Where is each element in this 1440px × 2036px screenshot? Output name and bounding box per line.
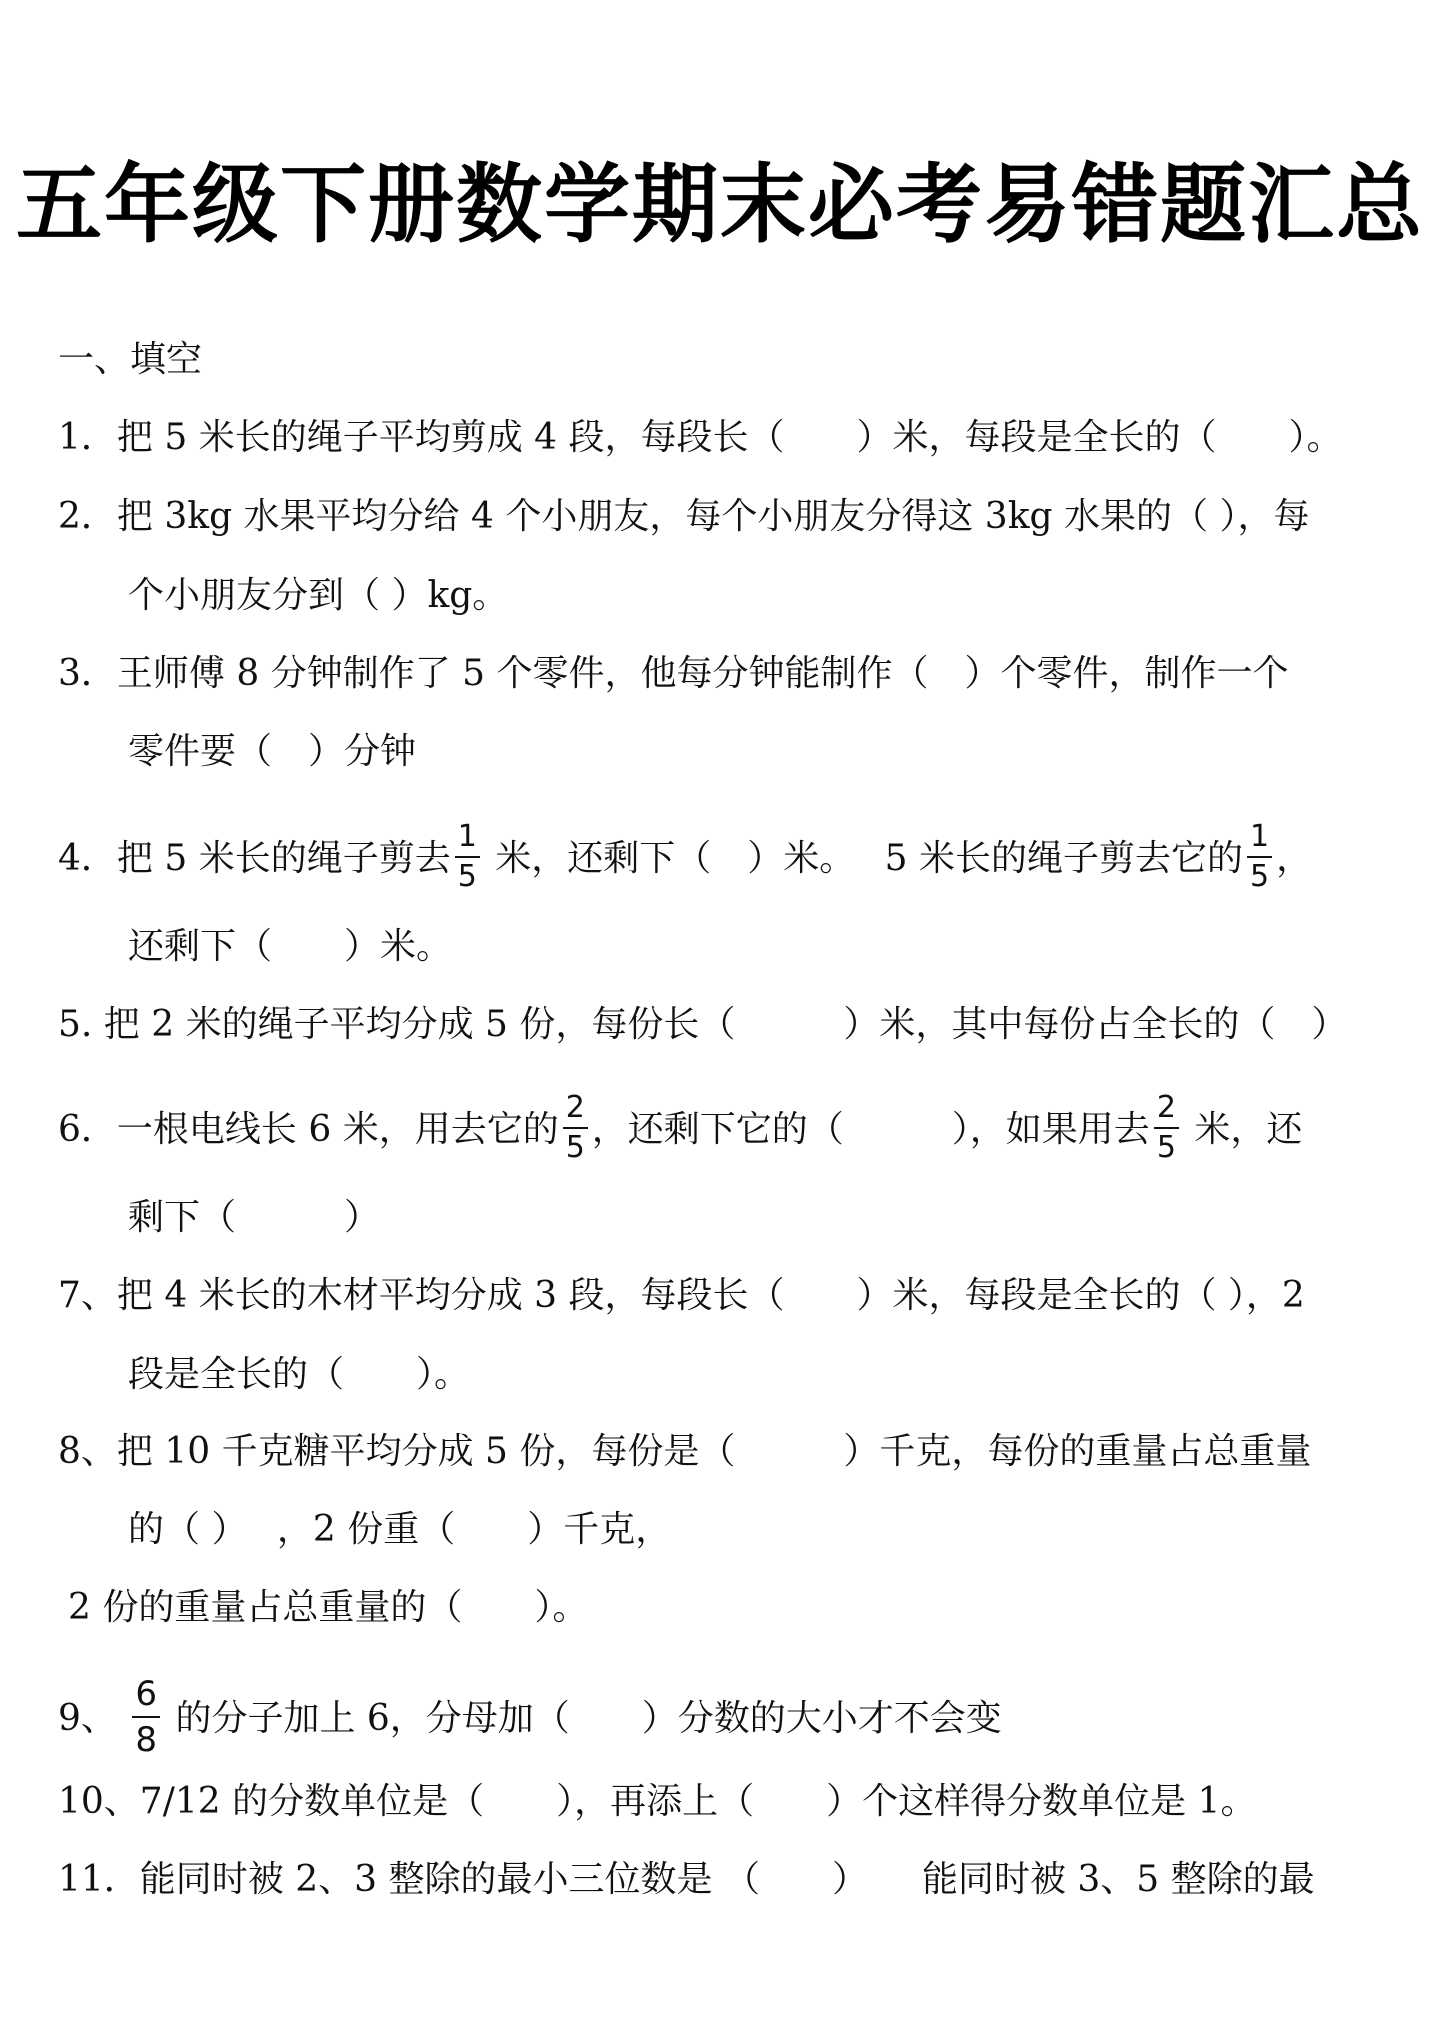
fraction-2-5 — [563, 1091, 588, 1165]
fraction-numerator: 1 — [1247, 820, 1272, 858]
fraction-6-8 — [132, 1674, 160, 1760]
question-2-line-2: 个小朋友分到（ ）kg。 — [128, 575, 509, 616]
question-8-line-1: 8、把 10 千克糖平均分成 5 份，每份是（ ）千克，每份的重量占总重量 — [58, 1431, 1312, 1472]
question-5: 5. 把 2 米的绳子平均分成 5 份，每份长（ ）米，其中每份占全长的（ ） — [58, 1004, 1348, 1045]
question-6-line-2: 剩下（ ） — [128, 1197, 381, 1238]
document-title: 五年级下册数学期末必考易错题汇总 — [16, 155, 1424, 255]
fraction-1-5 — [455, 820, 480, 894]
fraction-numerator: 2 — [563, 1091, 588, 1129]
question-8-line-3: 2 份的重量占总重量的（ ）。 — [68, 1587, 589, 1628]
question-3-line-1: 3．王师傅 8 分钟制作了 5 个零件，他每分钟能制作（ ）个零件，制作一个 — [58, 653, 1289, 694]
question-6-text-a: 6．一根电线长 6 米，用去它的 — [58, 1109, 559, 1150]
fraction-denominator: 8 — [135, 1720, 157, 1760]
question-4-text-a: 4．把 5 米长的绳子剪去 — [58, 838, 451, 879]
question-9-text-b: 的分子加上 6，分母加（ ）分数的大小才不会变 — [164, 1698, 1002, 1739]
fraction-numerator: 1 — [455, 820, 480, 858]
fraction-2-5-second — [1154, 1091, 1179, 1165]
question-8-line-2: 的（ ） ，2 份重（ ）千克， — [128, 1509, 672, 1550]
question-9 — [58, 1674, 1002, 1764]
fraction-numerator: 2 — [1154, 1091, 1179, 1129]
question-6-text-b: ，还剩下它的（ ），如果用去 — [591, 1109, 1150, 1150]
question-1: 1．把 5 米长的绳子平均剪成 4 段，每段长（ ）米，每段是全长的（ ）。 — [58, 417, 1343, 458]
question-7-line-1: 7、把 4 米长的木材平均分成 3 段，每段长（ ）米，每段是全长的（ ），2 — [58, 1275, 1305, 1316]
question-4-text-b: 米，还剩下（ ）米。 5 米长的绳子剪去它的 — [483, 838, 1244, 879]
section-heading: 一、填空 — [58, 339, 203, 380]
question-11: 11．能同时被 2、3 整除的最小三位数是 （ ） 能同时被 3、5 整除的最 — [58, 1859, 1315, 1900]
question-9-text-a: 9、 — [58, 1698, 129, 1739]
question-6-text-c: 米，还 — [1182, 1109, 1303, 1150]
question-6-line-1 — [58, 1090, 1303, 1169]
question-4-line-1 — [58, 819, 1313, 898]
question-2-line-1: 2．把 3kg 水果平均分给 4 个小朋友，每个小朋友分得这 3kg 水果的（ ），每 — [58, 496, 1310, 537]
question-10: 10、7/12 的分数单位是（ ），再添上（ ）个这样得分数单位是 1。 — [58, 1781, 1257, 1822]
question-4-text-c: ， — [1276, 838, 1313, 879]
fraction-1-5-second — [1247, 820, 1272, 894]
fraction-denominator: 5 — [457, 859, 477, 894]
question-4-line-2: 还剩下（ ）米。 — [128, 926, 453, 967]
question-3-line-2: 零件要（ ）分钟 — [128, 731, 417, 772]
fraction-denominator: 5 — [1250, 859, 1270, 894]
fraction-denominator: 5 — [1156, 1130, 1176, 1165]
question-7-line-2: 段是全长的（ ）。 — [128, 1354, 471, 1395]
fraction-denominator: 5 — [565, 1130, 585, 1165]
fraction-numerator: 6 — [132, 1674, 160, 1718]
